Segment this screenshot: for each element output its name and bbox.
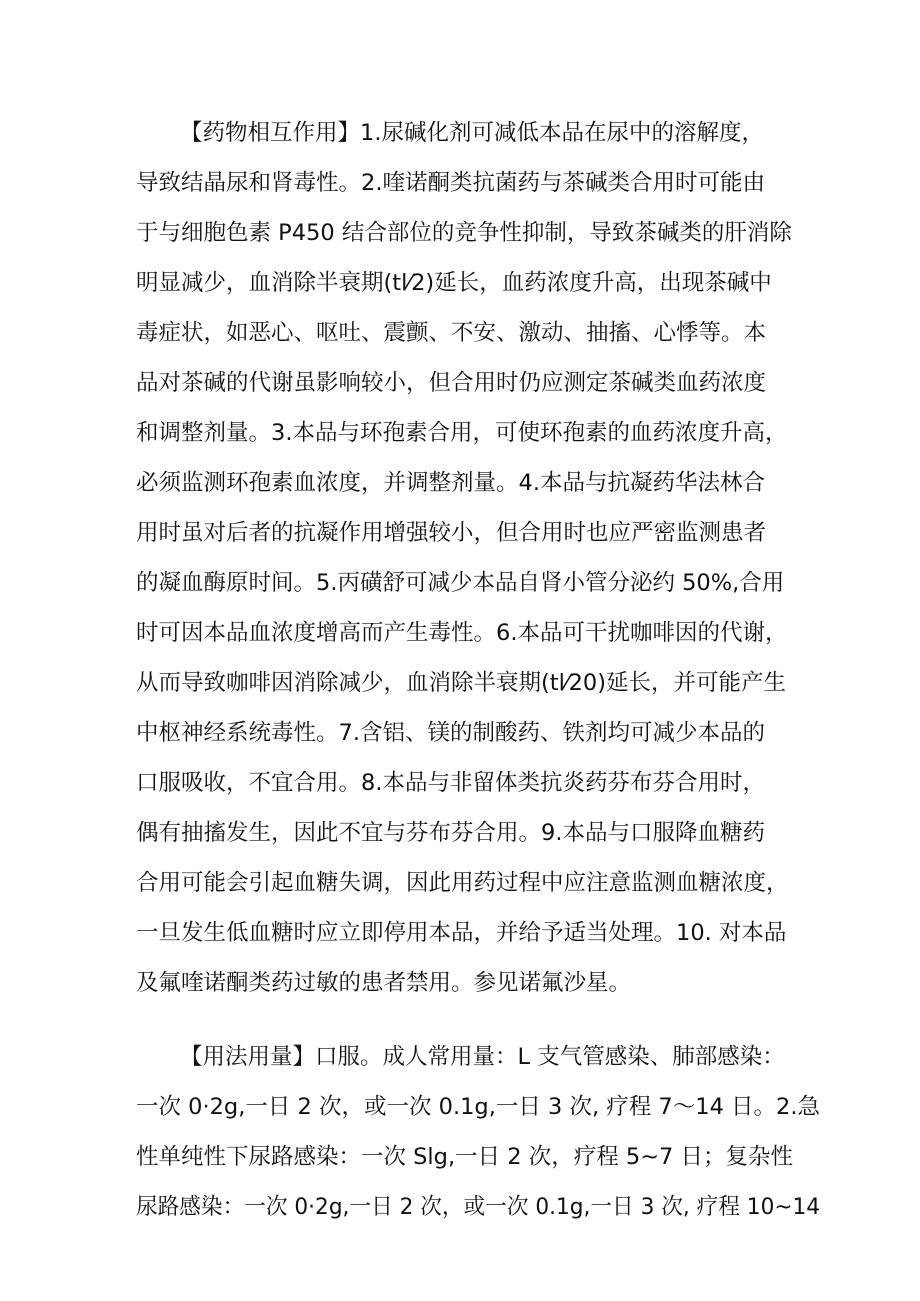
- paragraph-line: 中枢神经系统毒性。7.含铝、镁的制酸药、铁剂均可减少本品的: [136, 720, 765, 746]
- paragraph-line: 性单纯性下尿路感染：一次 Slg,一日 2 次，疗程 5~7 日；复杂性: [136, 1144, 794, 1170]
- paragraph-line: 的凝血酶原时间。5.丙磺舒可减少本品自肾小管分泌约 50%,合用: [136, 570, 785, 596]
- paragraph-line: 和调整剂量。3.本品与环孢素合用，可使环孢素的血药浓度升高，: [136, 420, 788, 446]
- paragraph-line: 时可因本品血浓度增高而产生毒性。6.本品可干扰咖啡因的代谢，: [136, 620, 788, 646]
- paragraph-line: 必须监测环孢素血浓度，并调整剂量。4.本品与抗凝药华法林合: [136, 470, 765, 496]
- paragraph-line: 【药物相互作用】1.尿碱化剂可减低本品在尿中的溶解度，: [180, 120, 764, 146]
- paragraph-line: 用时虽对后者的抗凝作用增强较小，但合用时也应严密监测患者: [136, 520, 767, 546]
- paragraph-line: 毒症状，如恶心、呕吐、震颤、不安、激动、抽搐、心悸等。本: [136, 320, 767, 346]
- paragraph-line: 一次 0·2g,一日 2 次，或一次 0.1g,一日 3 次, 疗程 7〜14 日。2.急: [136, 1094, 820, 1120]
- paragraph-line: 从而导致咖啡因消除减少，血消除半衰期(tl⁄20)延长，并可能产生: [136, 670, 787, 696]
- paragraph-line: 偶有抽搐发生，因此不宜与芬布芬合用。9.本品与口服降血糖药: [136, 820, 765, 846]
- paragraph-line: 于与细胞色素 P450 结合部位的竞争性抑制，导致茶碱类的肝消除: [136, 220, 792, 246]
- paragraph-line: 尿路感染：一次 0·2g,一日 2 次，或一次 0.1g,一日 3 次, 疗程 10~14: [136, 1194, 821, 1220]
- paragraph-line: 一旦发生低血糖时应立即停用本品，并给予适当处理。10. 对本品: [136, 920, 787, 946]
- paragraph-line: 明显减少，血消除半衰期(tl⁄2)延长，血药浓度升高，出现茶碱中: [136, 270, 772, 296]
- paragraph-line: 口服吸收，不宜合用。8.本品与非留体类抗炎药芬布芬合用时，: [136, 770, 765, 796]
- paragraph-line: 【用法用量】口服。成人常用量：L 支气管感染、肺部感染：: [180, 1044, 785, 1070]
- paragraph-line: 导致结晶尿和肾毒性。2.喹诺酮类抗菌药与茶碱类合用时可能由: [136, 170, 765, 196]
- paragraph-line: 品对茶碱的代谢虽影响较小，但合用时仍应测定茶碱类血药浓度: [136, 370, 767, 396]
- paragraph-line: 合用可能会引起血糖失调，因此用药过程中应注意监测血糖浓度，: [136, 870, 789, 896]
- paragraph-line: 及氟喹诺酮类药过敏的患者禁用。参见诺氟沙星。: [136, 970, 632, 996]
